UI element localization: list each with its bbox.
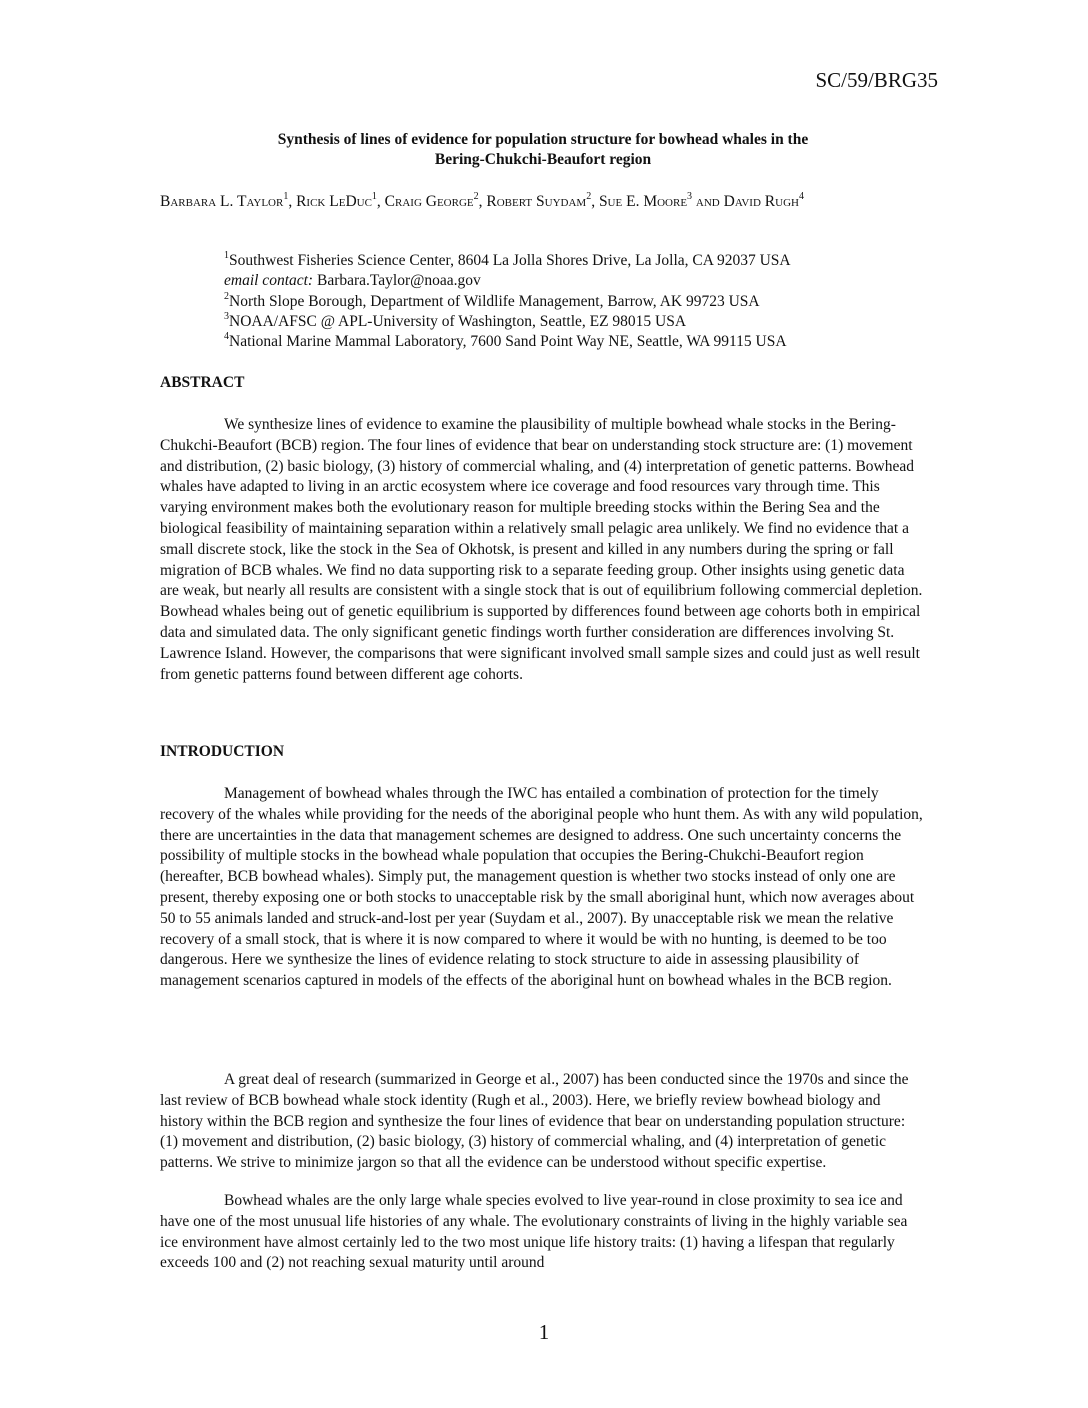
title-line-2: Bering-Chukchi-Beaufort region bbox=[434, 151, 652, 168]
affiliation-text: National Marine Mammal Laboratory, 7600 Sand Point Way NE, Seattle, WA 99115 USA bbox=[229, 333, 787, 351]
abstract-paragraph: We synthesize lines of evidence to examine the plausibility of multiple bowhead whale stocks in the Bering-Chukchi-Beaufort (BCB) region. The four lines of evidence that bear on understanding stock structure are: (1) movement and distribution, (2) basic biology, (3) history of commercial whaling, and (4) interpretation of genetic patterns. Bowhead whales have adapted to living in an arctic ecosystem where ice coverage and food resources vary through time. This varying environment makes both the evolutionary reason for multiple breeding stocks within the Bering Sea and the biological feasibility of maintaining separation within a relatively small pelagic area unlikely. We find no evidence that a small discrete stock, like the stock in the Sea of Okhotsk, is present and killed in any numbers during the spring or fall migration of BCB whales. We find no data supporting risk to a separate feeding group. Other insights using genetic data are weak, but nearly all results are consistent with a single stock that is out of equilibrium following commercial depletion. Bowhead whales being out of genetic equilibrium is supported by differences found between age cohorts both in empirical data and simulated data. The only significant genetic findings worth further consideration are differences involving St. Lawrence Island. However, the comparisons that were significant involved small sample sizes and could just as well result from genetic patterns found between different age cohorts. bbox=[160, 416, 923, 683]
affiliation-text: North Slope Borough, Department of Wildlife Management, Barrow, AK 99723 USA bbox=[229, 292, 760, 310]
author-affiliation-mark: 1 bbox=[283, 191, 289, 202]
author-name: David Rugh bbox=[723, 193, 799, 210]
intro-paragraph-1: Management of bowhead whales through the IWC has entailed a combination of protection for the timely recovery of the whales while providing for the needs of the aboriginal people who hunt them. As with any wild population, there are uncertainties in the data that management schemes are designed to address. One such uncertainty concerns the possibility of multiple stocks in the bowhead whale population that occupies the Bering-Chukchi-Beaufort region (hereafter, BCB bowhead whales). Simply put, the management question is whether two stocks instead of only one are present, thereby exposing one or both stocks to unacceptable risk by the small aboriginal hunt, which now averages about 50 to 55 animals landed and struck-and-lost per year (Suydam et al., 2007). By unacceptable risk we mean the relative recovery of a small stock, that is where it is now compared to where it would be with no hunting, is deemed to be too dangerous. Here we synthesize the lines of evidence relating to stock structure to aide in assessing plausibility of management scenarios captured in models of the effects of the aboriginal hunt on bowhead whales in the BCB region. bbox=[160, 785, 923, 990]
affiliation-4 bbox=[224, 332, 924, 352]
affiliation-mark: 2 bbox=[224, 290, 229, 302]
author-affiliation-mark: 4 bbox=[798, 191, 804, 202]
author-name: Robert Suydam bbox=[486, 193, 587, 210]
email-address[interactable]: Barbara.Taylor@noaa.gov bbox=[316, 272, 481, 290]
affiliation-text: NOAA/AFSC @ APL-University of Washington, Seattle, EZ 98015 USA bbox=[229, 312, 687, 330]
affiliation-mark: 1 bbox=[224, 250, 229, 261]
email-contact bbox=[224, 271, 924, 291]
abstract-heading: ABSTRACT bbox=[160, 374, 245, 391]
author-name: Barbara L. Taylor bbox=[160, 193, 284, 210]
author-name: Sue E. Moore bbox=[598, 193, 688, 210]
page-number: 1 bbox=[538, 1320, 550, 1344]
author-affiliation-mark: 1 bbox=[371, 191, 377, 202]
affiliation-1 bbox=[224, 251, 924, 271]
author-conjunction: and bbox=[695, 193, 720, 210]
introduction-heading: INTRODUCTION bbox=[160, 743, 285, 760]
paper-title bbox=[160, 130, 926, 170]
affiliation-mark: 4 bbox=[224, 331, 229, 343]
affiliation-text: Southwest Fisheries Science Center, 8604 La Jolla Shores Drive, La Jolla, CA 92037 USA bbox=[229, 252, 791, 269]
affiliation-list bbox=[224, 251, 924, 352]
intro-paragraph-3: Bowhead whales are the only large whale species evolved to live year-round in close proximity to sea ice and have one of the most unusual life histories of any whale. The evolutionary constraints of living in the highly variable sea ice environment have almost certainly led to the two most unique life history traits: (1) having a lifespan that regularly exceeds 100 and (2) not reaching sexual maturity until around bbox=[160, 1192, 908, 1272]
author-affiliation-mark: 2 bbox=[473, 191, 479, 202]
affiliation-2 bbox=[224, 292, 924, 312]
intro-paragraph-2: A great deal of research (summarized in George et al., 2007) has been conducted since the 1970s and since the last review of BCB bowhead whale stock identity (Rugh et al., 2003). Here, we briefly review bowhead biology and history within the BCB region and synthesize the four lines of evidence that bear on understanding population structure: (1) movement and distribution, (2) basic biology, (3) history of commercial whaling, and (4) interpretation of genetic patterns. We strive to minimize jargon so that all the evidence can be understood without specific expertise. bbox=[160, 1071, 909, 1172]
title-line-1: Synthesis of lines of evidence for population structure for bowhead whales in the bbox=[277, 131, 809, 148]
author-affiliation-mark: 3 bbox=[687, 191, 693, 202]
affiliation-3 bbox=[224, 312, 924, 332]
affiliation-mark: 3 bbox=[224, 310, 229, 322]
author-name: Craig George bbox=[384, 193, 474, 210]
author-affiliation-mark: 2 bbox=[586, 191, 592, 202]
document-id: SC/59/BRG35 bbox=[815, 68, 938, 92]
email-label: email contact: bbox=[224, 272, 314, 290]
author-name: Rick LeDuc bbox=[296, 193, 372, 210]
author-list: Barbara L. Taylor$^1$, Rick LeDuc$^1$, Craig George$^2$, Robert Suydam$^2$, Sue E. Moore$^3$ and David Rugh$^4$ bbox=[160, 191, 804, 210]
